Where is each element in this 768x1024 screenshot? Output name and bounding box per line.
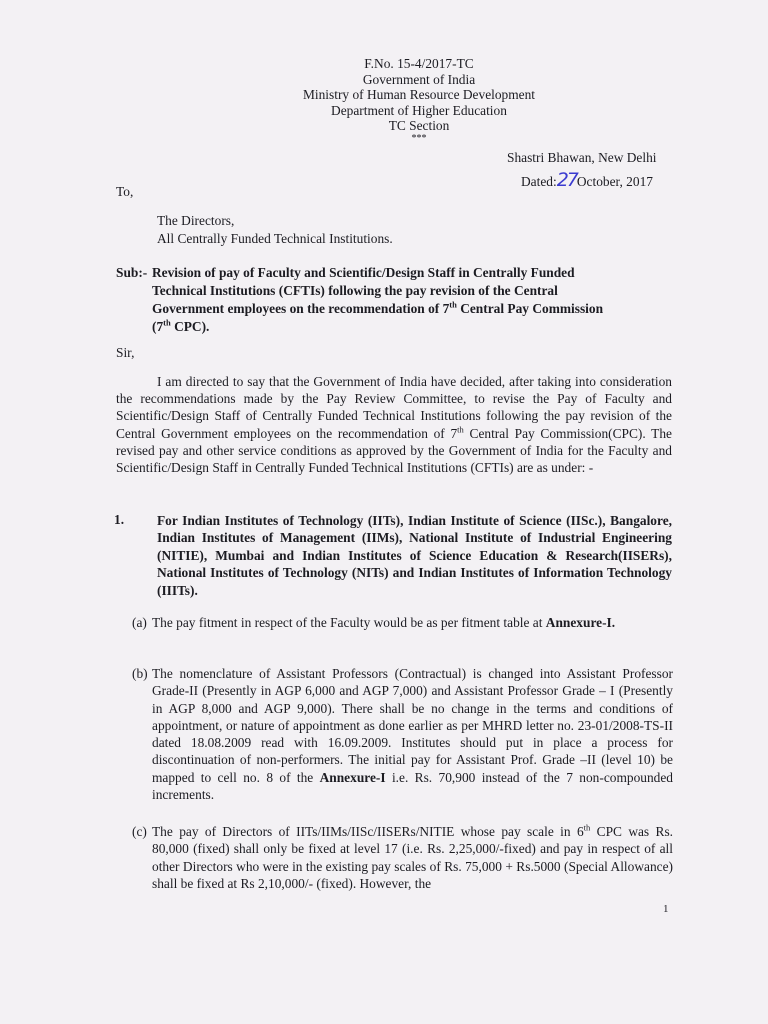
- intro-sup: th: [457, 424, 464, 435]
- department-name: Department of Higher Education: [331, 102, 507, 118]
- file-number: F.No. 15-4/2017-TC: [364, 56, 474, 71]
- point-1-text: For Indian Institutes of Technology (IITs), Indian Institute of Science (IISc.), Bangalore, Indian Institutes of Management (IIMs), National Institute of Industrial Engineering (NITIE), Mumbai and Indian Institutes of Science Education & Research(IISERs), National Institutes of Technology (NITs) and Indian Institutes of Information Technology (IIITs).: [157, 513, 672, 598]
- item-b-body-2: i.e. Rs. 70,900 instead of the 7 non-compounded increments.: [152, 769, 673, 803]
- to-label: To,: [116, 184, 134, 199]
- item-a-body: The pay fitment in respect of the Faculty would be as per fitment table at: [152, 615, 546, 630]
- item-c-body-1: The pay of Directors of IITs/IIMs/IISc/IISERs/NITIE whose pay scale in 6: [152, 824, 584, 839]
- header-stars: ***: [411, 132, 427, 144]
- point-1-number: 1.: [114, 512, 125, 527]
- handwritten-day: 27: [556, 169, 577, 191]
- subject-line-3b: Central Pay Commission: [456, 301, 604, 316]
- page-number: 1: [663, 903, 669, 915]
- item-b-annexure: Annexure-I: [319, 769, 386, 785]
- addressee-line-1: The Directors,: [157, 213, 235, 228]
- item-c-body-2: CPC was Rs. 80,000 (fixed) shall only be fixed at level 17 (i.e. Rs. 2,25,000/-fixed) and pay in respect of all other Directors who were in the existing pay scales of Rs. 75,000 + Rs.5000 (Special Allowance) shall be fixed at Rs 2,10,000/- (fixed). However, the: [152, 824, 673, 891]
- addressee-line-2: All Centrally Funded Technical Institutions.: [157, 231, 393, 246]
- letter-header: [0, 56, 768, 144]
- subject-line-3a: Government employees on the recommendation of 7: [152, 301, 450, 316]
- item-b-label: (b): [132, 666, 148, 681]
- item-a-annexure: Annexure-I.: [545, 615, 616, 630]
- place: Shastri Bhawan, New Delhi: [507, 150, 657, 165]
- item-c-label: (c): [132, 824, 147, 839]
- intro-text-1: I am directed to say that the Government of India have decided, after taking into consideration the recommendations made by the Pay Review Committee, to revise the Pay of Faculty and Scientific/Design Staff of Centrally Funded Technical Institutions following the pay revision of the Central Government employees on the recommendation of 7: [116, 374, 672, 441]
- subject-line-4a: (7: [152, 319, 164, 334]
- subject-line-4: [152, 319, 209, 335]
- intro-text-2: Central Pay Commission(CPC). The revised pay and other service conditions as approved by the Government of India for the Faculty and Scientific/Design Staff in Centrally Funded Technical Institutions (CFTIs) are as under: -: [116, 425, 672, 476]
- item-b-text: [152, 665, 673, 803]
- subject-line-3: [152, 301, 603, 317]
- subject-line-3-sup: th: [449, 299, 457, 310]
- item-a-text: [152, 614, 673, 631]
- dated-rest: October, 2017: [576, 174, 653, 189]
- item-a-label: (a): [132, 615, 147, 630]
- item-c-sup: th: [583, 822, 591, 833]
- govt-name: Government of India: [362, 71, 476, 87]
- dated-label: Dated:: [521, 174, 557, 189]
- salutation: Sir,: [116, 345, 135, 360]
- date-line: [521, 169, 653, 191]
- subject-line-1: Revision of pay of Faculty and Scientific/Design Staff in Centrally Funded: [152, 265, 575, 280]
- item-c-text: [152, 823, 673, 892]
- item-b-body-1: The nomenclature of Assistant Professors (Contractual) is changed into Assistant Professor Grade-II (Presently in AGP 6,000 and AGP 7,000) and Assistant Professor Grade – I (Presently in AGP 8,000 and AGP 9,000). There shall be no change in the terms and conditions of appointment, or nature of appointment as done earlier as per MHRD letter no. 23-01/2008-TS-II dated 18.08.2009 read with 16.09.2009. Institutes should put in place a process for discontinuation of non-performers. The initial pay for Assistant Prof. Grade –II (level 10) be mapped to cell no. 8 of the: [152, 666, 673, 785]
- section-name: TC Section: [388, 118, 450, 133]
- ministry-name: Ministry of Human Resource Development: [302, 87, 536, 102]
- subject-line-2: Technical Institutions (CFTIs) following the pay revision of the Central: [152, 283, 558, 298]
- intro-paragraph: [116, 373, 672, 476]
- subject-line-4b: CPC).: [170, 319, 210, 334]
- subject-label: Sub:-: [116, 265, 148, 280]
- subject-line-4-sup: th: [163, 317, 171, 328]
